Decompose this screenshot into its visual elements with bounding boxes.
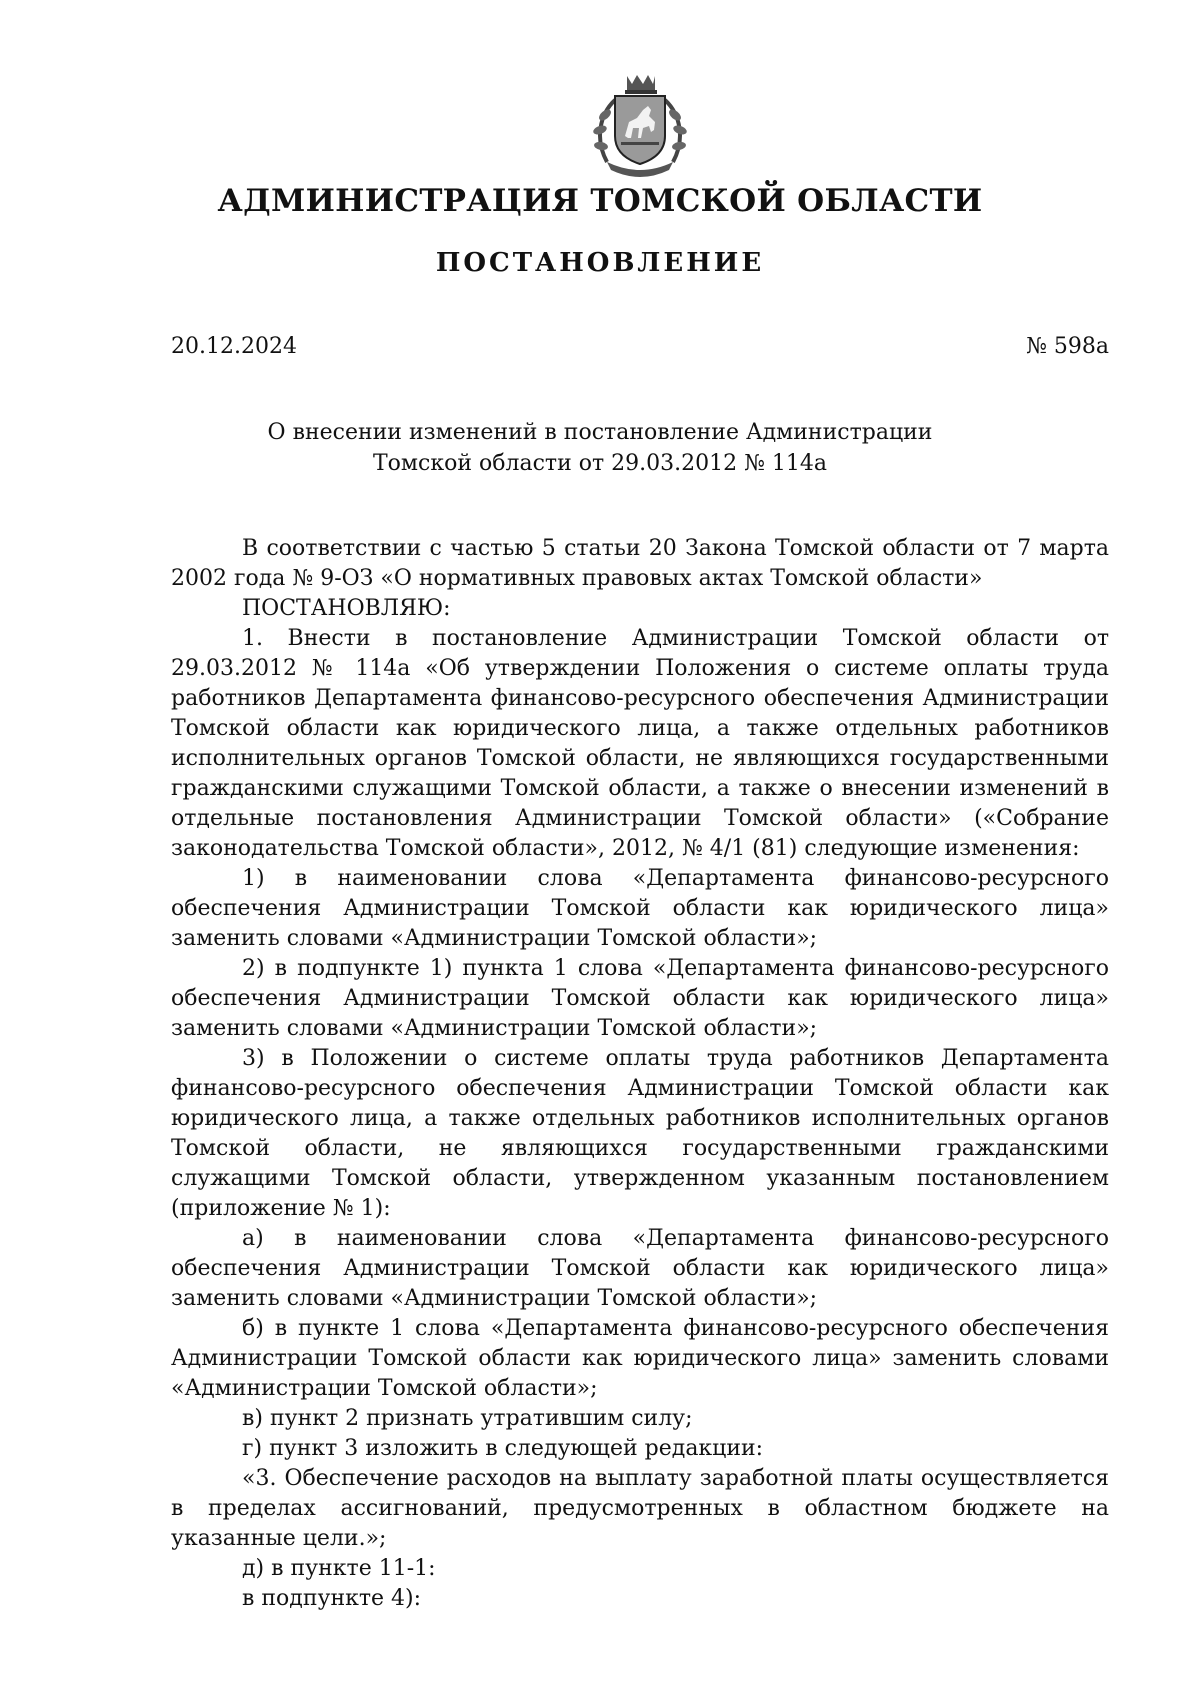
subject-line: О внесении изменений в постановление Администрации <box>267 420 933 445</box>
document-body <box>171 534 1109 1614</box>
body-paragraph: д) в пункте 11-1: <box>242 1556 436 1581</box>
body-paragraph: 2) в подпункте 1) пункта 1 слова «Департамента финансово-ресурсного обеспечения Администрации Томской области как юридического лица» заменить словами «Администрации Томской области»; <box>171 956 1109 1041</box>
body-paragraph: «3. Обеспечение расходов на выплату заработной платы осуществляется в пределах ассигнований, предусмотренных в областном бюджете на указанные цели.»; <box>171 1466 1109 1551</box>
organization-title: АДМИНИСТРАЦИЯ ТОМСКОЙ ОБЛАСТИ <box>217 183 983 219</box>
body-paragraph: в) пункт 2 признать утратившим силу; <box>242 1406 693 1431</box>
body-paragraph: 1) в наименовании слова «Департамента финансово-ресурсного обеспечения Администрации Томской области как юридического лица» заменить словами «Администрации Томской области»; <box>171 866 1109 951</box>
subject-line: Томской области от 29.03.2012 № 114а <box>372 451 828 476</box>
document-type: ПОСТАНОВЛЕНИЕ <box>435 248 765 278</box>
body-paragraph: в подпункте 4): <box>242 1586 422 1611</box>
body-paragraph: б) в пункте 1 слова «Департамента финансово-ресурсного обеспечения Администрации Томской области как юридического лица» заменить словами «Администрации Томской области»; <box>171 1316 1109 1401</box>
body-paragraph: В соответствии с частью 5 статьи 20 Закона Томской области от 7 марта 2002 года № 9-ОЗ «О нормативных правовых актах Томской области» <box>171 536 1109 591</box>
document-number: № 598а <box>1026 334 1109 359</box>
document-subject <box>220 417 980 479</box>
body-paragraph: 1. Внести в постановление Администрации Томской области от 29.03.2012 № 114а «Об утверждении Положения о системе оплаты труда работников Департамента финансово-ресурсного обеспечения Администрации Томской области как юридического лица, а также отдельных работников исполнительных органов Томской области, не являющихся государственными гражданскими служащими Томской области, а также о внесении изменений в отдельные постановления Администрации Томской области» («Собрание законодательства Томской области», 2012, № 4/1 (81) следующие изменения: <box>171 626 1109 861</box>
body-paragraph: а) в наименовании слова «Департамента финансово-ресурсного обеспечения Администрации Томской области как юридического лица» заменить словами «Администрации Томской области»; <box>171 1226 1109 1311</box>
resolution-keyword: ПОСТАНОВЛЯЮ: <box>242 596 451 621</box>
body-paragraph: г) пункт 3 изложить в следующей редакции: <box>242 1436 764 1461</box>
document-date: 20.12.2024 <box>171 334 297 359</box>
body-paragraph: 3) в Положении о системе оплаты труда работников Департамента финансово-ресурсного обеспечения Администрации Томской области как юридического лица, а также отдельных работников исполнительных органов Томской области, не являющихся государственными гражданскими служащими Томской области, утвержденном указанным постановлением (приложение № 1): <box>171 1046 1109 1221</box>
tomsk-oblast-coat-of-arms-icon <box>585 70 695 182</box>
